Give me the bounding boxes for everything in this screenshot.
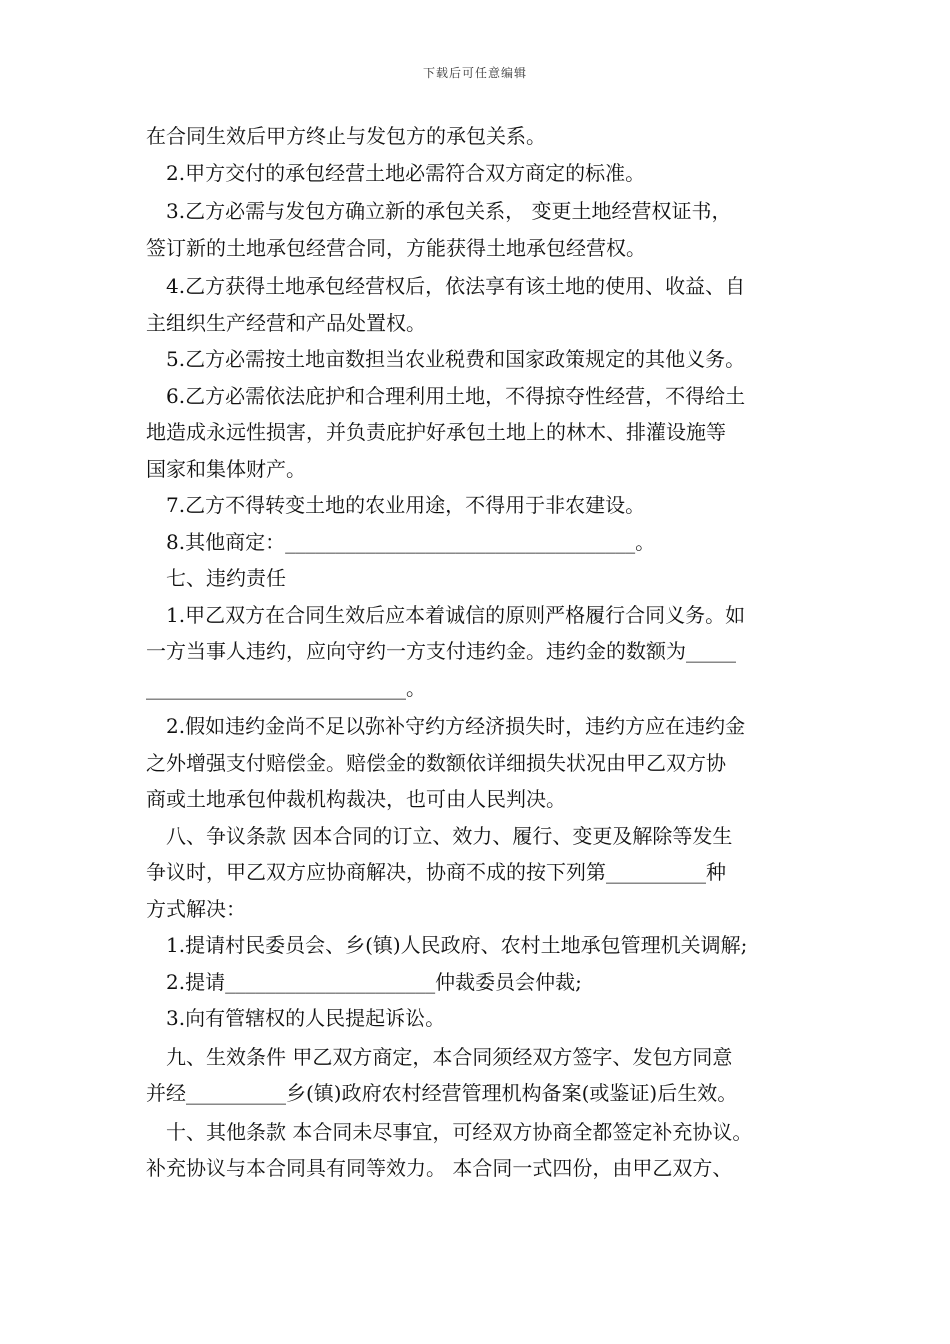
text-line: 争议时，甲乙双方应协商解决，协商不成的按下列第__________种 bbox=[146, 860, 726, 884]
page-header-note: 下载后可任意编辑 bbox=[422, 66, 527, 80]
text-line: __________________________。 bbox=[146, 675, 426, 700]
text-line: 6.乙方必需依法庇护和合理利用土地，不得掠夺性经营，不得给土 bbox=[166, 383, 746, 408]
text-line: 1.提请村民委员会、乡(镇)人民政府、农村土地承包管理机关调解; bbox=[166, 933, 748, 957]
text-line: 3.乙方必需与发包方确立新的承包关系， 变更土地经营权证书， bbox=[166, 199, 732, 223]
text-line: 7.乙方不得转变土地的农业用途，不得用于非农建设。 bbox=[166, 493, 646, 517]
text-line: 2.提请_____________________仲裁委员会仲裁; bbox=[166, 969, 582, 994]
text-line: 一方当事人违约，应向守约一方支付违约金。违约金的数额为_____ bbox=[146, 639, 736, 663]
text-line: 2.甲方交付的承包经营土地必需符合双方商定的标准。 bbox=[166, 160, 646, 185]
section-heading: 八、争议条款 因本合同的订立、效力、履行、变更及解除等发生 bbox=[166, 823, 733, 848]
text-line: 国家和集体财产。 bbox=[146, 456, 306, 481]
text-line: 1.甲乙双方在合同生效后应本着诚信的原则严格履行合同义务。如 bbox=[166, 602, 746, 627]
text-line: 方式解决： bbox=[146, 896, 246, 921]
text-line: 在合同生效后甲方终止与发包方的承包关系。 bbox=[146, 124, 546, 148]
text-line: 主组织生产经营和产品处置权。 bbox=[146, 310, 426, 335]
text-line: 4.乙方获得土地承包经营权后，依法享有该土地的使用、收益、自 bbox=[166, 274, 746, 298]
text-line: 签订新的土地承包经营合同，方能获得土地承包经营权。 bbox=[146, 235, 646, 260]
text-line: 之外增强支付赔偿金。赔偿金的数额依详细损失状况由甲乙双方协 bbox=[146, 750, 726, 775]
section-heading: 九、生效条件 甲乙双方商定，本合同须经双方签字、发包方同意 bbox=[166, 1044, 733, 1069]
text-line: 商或土地承包仲裁机构裁决，也可由人民判决。 bbox=[146, 787, 566, 811]
text-line: 2.假如违约金尚不足以弥补守约方经济损失时，违约方应在违约金 bbox=[166, 714, 746, 738]
text-line: 并经__________乡(镇)政府农村经营管理机构备案(或鉴证)后生效。 bbox=[146, 1081, 738, 1105]
section-heading: 七、违约责任 bbox=[166, 566, 286, 590]
text-line: 补充协议与本合同具有同等效力。 本合同一式四份，由甲乙双方、 bbox=[146, 1156, 733, 1180]
text-line: 3.向有管辖权的人民提起诉讼。 bbox=[166, 1006, 446, 1030]
text-line: 8.其他商定：___________________________________。 bbox=[166, 529, 656, 554]
text-line: 地造成永远性损害，并负责庇护好承包土地上的林木、排灌设施等 bbox=[146, 420, 726, 444]
text-line: 5.乙方必需按土地亩数担当农业税费和国家政策规定的其他义务。 bbox=[166, 347, 746, 371]
contract-body bbox=[146, 118, 816, 1187]
section-heading: 十、其他条款 本合同未尽事宜，可经双方协商全都签定补充协议。 bbox=[166, 1119, 753, 1144]
